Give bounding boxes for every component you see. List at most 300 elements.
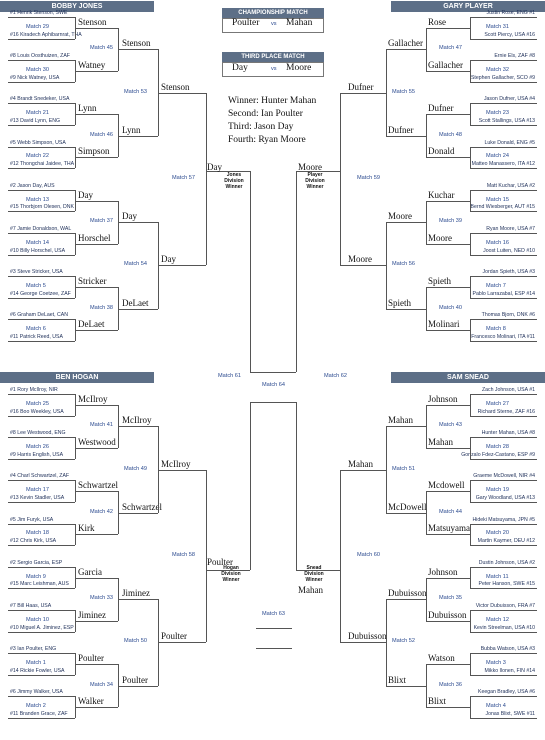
division-winner-name: Mahan bbox=[298, 585, 323, 595]
match-label: Match 49 bbox=[124, 465, 148, 472]
bracket-line bbox=[470, 319, 471, 341]
bracket-line bbox=[470, 233, 537, 234]
bracket-line bbox=[118, 513, 158, 514]
bracket-line bbox=[426, 287, 470, 288]
match-winner-name: McIlroy bbox=[122, 415, 152, 426]
bracket-line bbox=[250, 372, 296, 373]
seed-label-left: #9 Harris English, USA bbox=[10, 451, 64, 458]
bracket-line bbox=[386, 513, 426, 514]
bracket-line bbox=[386, 426, 426, 427]
result-winner: Winner: Hunter Mahan bbox=[228, 96, 317, 106]
match-winner-name: Matsuyama bbox=[428, 523, 470, 534]
match-winner-name: Mcdowell bbox=[428, 480, 465, 491]
match-label: Match 60 bbox=[357, 552, 381, 558]
bracket-line bbox=[470, 233, 471, 255]
bracket-line bbox=[8, 82, 75, 83]
bracket-line bbox=[8, 502, 75, 503]
match-label: Match 61 bbox=[218, 373, 242, 379]
bracket-line bbox=[8, 125, 75, 126]
bracket-line bbox=[75, 491, 118, 492]
seed-label-left: #2 Sergio Garcia, ESP bbox=[10, 559, 63, 566]
bracket-line bbox=[426, 405, 427, 448]
bracket-line bbox=[470, 298, 537, 299]
seed-label-right: Jason Dufner, USA #4 bbox=[483, 96, 535, 103]
match-label: Match 16 bbox=[486, 239, 510, 246]
championship-vs: vs bbox=[271, 21, 277, 27]
bracket-line bbox=[386, 599, 426, 600]
seed-label-right: Richard Sterne, ZAF #16 bbox=[477, 408, 535, 415]
bracket-line bbox=[470, 610, 471, 632]
seed-label-right: Gary Woodland, USA #13 bbox=[475, 495, 535, 501]
seed-label-left: #5 Webb Simpson, USA bbox=[10, 139, 66, 146]
bracket-line bbox=[470, 276, 471, 298]
bracket-line bbox=[470, 147, 471, 169]
seed-label-left: #9 Nick Watney, USA bbox=[10, 74, 60, 81]
bracket-line bbox=[470, 394, 471, 416]
match-label: Match 23 bbox=[486, 110, 510, 117]
bracket-line bbox=[8, 675, 75, 676]
bracket-line bbox=[470, 190, 537, 191]
match-label: Match 18 bbox=[26, 530, 50, 537]
match-label: Match 13 bbox=[26, 196, 50, 203]
bracket-line bbox=[426, 534, 470, 535]
bracket-line bbox=[8, 60, 75, 61]
bracket-line bbox=[8, 437, 75, 438]
match-winner-name: Mahan bbox=[348, 458, 373, 469]
match-label: Match 9 bbox=[26, 573, 46, 580]
bracket-line bbox=[426, 201, 470, 202]
seed-label-left: #10 Miguel A. Jiminez, ESP bbox=[10, 624, 74, 631]
bracket-line bbox=[256, 628, 292, 629]
seed-label-right: Bubba Watson, USA #3 bbox=[480, 646, 535, 653]
result-third: Third: Jason Day bbox=[228, 122, 294, 132]
bracket-line bbox=[75, 201, 118, 202]
bracket-line bbox=[470, 588, 537, 589]
bracket-line bbox=[256, 648, 292, 649]
bracket-line bbox=[470, 125, 537, 126]
bracket-line bbox=[470, 103, 537, 104]
seed-label-right: Dustin Johnson, USA #2 bbox=[478, 559, 535, 566]
match-label: Match 12 bbox=[486, 616, 510, 623]
seed-label-right: Jonas Blixt, SWE #11 bbox=[485, 711, 535, 717]
match-label: Match 45 bbox=[90, 45, 114, 52]
match-label: Match 14 bbox=[26, 239, 50, 246]
seed-label-right: Scott Stallings, USA #13 bbox=[478, 118, 535, 124]
bracket-line bbox=[470, 696, 537, 697]
seed-label-left: #8 Lee Westwood, ENG bbox=[10, 430, 66, 437]
match-label: Match 20 bbox=[486, 530, 510, 537]
seed-label-right: Thomas Bjorn, DNK #6 bbox=[481, 312, 535, 319]
seed-label-left: #6 Jimmy Walker, USA bbox=[10, 689, 63, 696]
match-winner-name: McIlroy bbox=[78, 393, 108, 404]
bracket-line bbox=[250, 402, 251, 570]
bracket-line bbox=[470, 276, 537, 277]
championship-header: CHAMPIONSHIP MATCH bbox=[222, 8, 324, 18]
seed-label-right: Joost Luiten, NED #10 bbox=[483, 247, 535, 254]
bracket-line bbox=[426, 114, 427, 157]
bracket-line bbox=[386, 599, 387, 685]
bracket-line bbox=[426, 244, 470, 245]
bracket-line bbox=[470, 394, 537, 395]
bracket-line bbox=[426, 448, 470, 449]
seed-label-left: #15 Marc Leishman, AUS bbox=[10, 581, 69, 588]
match-label: Match 24 bbox=[486, 153, 510, 160]
championship-left: Poulter bbox=[232, 18, 260, 28]
bracket-line bbox=[75, 287, 118, 288]
match-winner-name: Stenson bbox=[122, 38, 151, 49]
bracket-line bbox=[426, 405, 470, 406]
match-label: Match 59 bbox=[357, 175, 381, 181]
match-label: Match 54 bbox=[124, 261, 148, 268]
match-winner-name: Lynn bbox=[78, 103, 97, 114]
bracket-line bbox=[470, 17, 471, 39]
match-winner-name: Spieth bbox=[388, 297, 412, 308]
match-winner-name: Mahan bbox=[428, 437, 453, 447]
match-label: Match 58 bbox=[172, 552, 196, 558]
match-label: Match 30 bbox=[26, 67, 50, 73]
match-winner-name: Poulter bbox=[161, 631, 187, 642]
match-winner-name: Donald bbox=[428, 146, 455, 157]
match-winner-name: Walker bbox=[78, 696, 104, 707]
match-label: Match 50 bbox=[124, 638, 148, 645]
bracket-line bbox=[426, 707, 470, 708]
match-winner-name: Moore bbox=[348, 254, 372, 265]
bracket-line bbox=[426, 114, 470, 115]
seed-label-right: Graeme McDowell, NIR #4 bbox=[473, 473, 535, 480]
bracket-line bbox=[470, 103, 471, 125]
seed-label-left: #6 Graham DeLaet, CAN bbox=[10, 312, 68, 319]
match-winner-name: Westwood bbox=[78, 437, 116, 447]
bracket-line bbox=[470, 168, 537, 169]
match-winner-name: Day bbox=[161, 254, 176, 265]
match-winner-name: Simpson bbox=[78, 146, 110, 157]
seed-label-right: Justin Rose, ENG #1 bbox=[486, 10, 535, 16]
seed-label-left: #10 Billy Horschel, USA bbox=[10, 247, 66, 254]
bracket-line bbox=[8, 524, 75, 525]
match-winner-name: Dubuisson bbox=[388, 588, 427, 599]
bracket-line bbox=[8, 567, 75, 568]
bracket-line bbox=[426, 71, 470, 72]
bracket-line bbox=[8, 147, 75, 148]
bracket-line bbox=[75, 157, 118, 158]
bracket-line bbox=[8, 480, 75, 481]
match-label: Match 44 bbox=[439, 508, 463, 515]
match-winner-name: Garcia bbox=[78, 566, 102, 577]
seed-label-left: #3 Steve Stricker, USA bbox=[10, 269, 63, 276]
match-winner-name: McDowell bbox=[388, 501, 427, 512]
bracket-line bbox=[75, 244, 118, 245]
match-label: Match 22 bbox=[26, 153, 50, 160]
bracket-line bbox=[8, 459, 75, 460]
bracket-line bbox=[296, 171, 297, 372]
bracket-line bbox=[470, 255, 537, 256]
bracket-line bbox=[206, 470, 207, 643]
bracket-line bbox=[470, 567, 537, 568]
seed-label-left: #14 Rickie Fowler, USA bbox=[10, 667, 65, 674]
match-winner-name: Day bbox=[122, 211, 137, 222]
bracket-line bbox=[8, 653, 75, 654]
match-label: Match 47 bbox=[439, 45, 463, 52]
bracket-line bbox=[470, 60, 537, 61]
division-winner-label: Snead Division Winner bbox=[304, 565, 324, 583]
match-label: Match 38 bbox=[90, 304, 114, 311]
third-place-right: Moore bbox=[286, 63, 312, 73]
match-winner-name: Schwartzel bbox=[78, 480, 118, 491]
seed-label-left: #5 Jim Furyk, USA bbox=[10, 516, 54, 523]
match-label: Match 29 bbox=[26, 23, 50, 30]
match-winner-name: Stenson bbox=[78, 16, 107, 27]
bracket-line bbox=[386, 426, 387, 512]
bracket-line bbox=[158, 642, 206, 643]
match-winner-name: Dufner bbox=[348, 81, 374, 92]
match-winner-name: Kuchar bbox=[428, 189, 455, 200]
bracket-line bbox=[118, 222, 158, 223]
match-winner-name: Johnson bbox=[428, 566, 458, 577]
bracket-line bbox=[118, 309, 158, 310]
bracket-line bbox=[8, 190, 75, 191]
match-label: Match 3 bbox=[486, 660, 506, 666]
match-label: Match 39 bbox=[439, 218, 463, 225]
bracket-line bbox=[8, 168, 75, 169]
match-label: Match 37 bbox=[90, 218, 114, 225]
seed-label-left: #2 Jason Day, AUS bbox=[10, 182, 55, 189]
match-label: Match 10 bbox=[26, 616, 50, 623]
bracket-line bbox=[118, 599, 158, 600]
match-winner-name: Spieth bbox=[428, 276, 452, 286]
match-label: Match 1 bbox=[26, 660, 46, 666]
match-label: Match 31 bbox=[486, 23, 510, 30]
division-winner-label: Hogan Division Winner bbox=[221, 565, 241, 583]
bracket-line bbox=[426, 578, 470, 579]
bracket-line bbox=[470, 147, 537, 148]
match-label: Match 17 bbox=[26, 487, 50, 494]
bracket-line bbox=[426, 664, 470, 665]
bracket-line bbox=[470, 416, 537, 417]
match-label: Match 19 bbox=[486, 487, 510, 494]
match-label: Match 40 bbox=[439, 304, 463, 311]
match-winner-name: Rose bbox=[428, 16, 446, 27]
seed-label-left: #7 Bill Haas, USA bbox=[10, 603, 52, 609]
bracket-line bbox=[470, 319, 537, 320]
seed-label-left: #12 Thongchai Jaidee, THA bbox=[10, 161, 75, 168]
match-label: Match 4 bbox=[486, 703, 506, 710]
match-winner-name: Stricker bbox=[78, 276, 107, 286]
seed-label-right: Hunter Mahan, USA #8 bbox=[481, 430, 535, 437]
match-label: Match 62 bbox=[324, 373, 348, 379]
bracket-line bbox=[8, 276, 75, 277]
seed-label-right: Stephen Gallacher, SCO #9 bbox=[470, 74, 535, 81]
match-label: Match 33 bbox=[90, 595, 114, 602]
result-fourth: Fourth: Ryan Moore bbox=[228, 135, 306, 145]
bracket-line bbox=[386, 222, 387, 308]
bracket-line bbox=[8, 233, 75, 234]
match-label: Match 27 bbox=[486, 400, 510, 407]
bracket-line bbox=[386, 309, 426, 310]
seed-label-left: #3 Ian Poulter, ENG bbox=[10, 646, 57, 653]
match-winner-name: Blixt bbox=[388, 674, 407, 685]
seed-label-left: #11 Patrick Reed, USA bbox=[10, 334, 63, 340]
match-label: Match 63 bbox=[262, 611, 286, 617]
match-label: Match 57 bbox=[172, 175, 196, 181]
match-winner-name: Schwartzel bbox=[122, 501, 162, 512]
bracket-line bbox=[426, 157, 470, 158]
bracket-line bbox=[386, 222, 426, 223]
match-label: Match 15 bbox=[486, 196, 510, 203]
bracket-line bbox=[470, 718, 537, 719]
seed-label-left: #7 Jamie Donaldson, WAL bbox=[10, 226, 72, 232]
match-winner-name: Blixt bbox=[428, 696, 447, 707]
bracket-line bbox=[470, 545, 537, 546]
bracket-line bbox=[75, 621, 118, 622]
bracket-line bbox=[470, 211, 537, 212]
bracket-line bbox=[75, 71, 118, 72]
match-label: Match 48 bbox=[439, 131, 463, 138]
bracket-line bbox=[75, 578, 118, 579]
bracket-line bbox=[8, 39, 75, 40]
seed-label-right: Ryan Moore, USA #7 bbox=[486, 226, 535, 232]
seed-label-left: #1 Henrik Stenson, SWE bbox=[10, 10, 68, 16]
bracket-line bbox=[75, 534, 118, 535]
bracket-line bbox=[8, 588, 75, 589]
seed-label-left: #14 George Coetzee, ZAF bbox=[10, 290, 71, 297]
bracket-line bbox=[426, 491, 470, 492]
bracket-line bbox=[340, 93, 386, 94]
bracket-line bbox=[75, 707, 118, 708]
match-winner-name: Watson bbox=[428, 653, 455, 663]
bracket-line bbox=[426, 491, 427, 534]
bracket-line bbox=[386, 49, 426, 50]
match-winner-name: Stenson bbox=[161, 81, 190, 92]
match-label: Match 56 bbox=[392, 261, 416, 268]
match-label: Match 43 bbox=[439, 422, 463, 429]
bracket-line bbox=[470, 696, 471, 718]
match-winner-name: Horschel bbox=[78, 232, 111, 243]
bracket-line bbox=[158, 93, 206, 94]
match-winner-name: Lynn bbox=[122, 124, 141, 135]
bracket-line bbox=[470, 39, 537, 40]
region-header-gary-player: GARY PLAYER bbox=[391, 1, 545, 12]
division-winner-label: Player Division Winner bbox=[305, 172, 325, 190]
match-label: Match 32 bbox=[486, 67, 510, 73]
seed-label-left: #8 Louis Oosthuizen, ZAF bbox=[10, 53, 70, 60]
bracket-line bbox=[470, 480, 471, 502]
bracket-line bbox=[426, 664, 427, 707]
match-label: Match 6 bbox=[26, 326, 46, 333]
bracket-line bbox=[118, 49, 158, 50]
bracket-line bbox=[8, 696, 75, 697]
match-winner-name: Moore bbox=[428, 232, 452, 243]
seed-label-right: Martin Kaymer, DEU #12 bbox=[477, 538, 535, 545]
match-label: Match 2 bbox=[26, 703, 46, 710]
match-label: Match 21 bbox=[26, 110, 50, 117]
bracket-line bbox=[340, 642, 386, 643]
bracket-line bbox=[470, 502, 537, 503]
seed-label-right: Gonzalo Fdez-Castano, ESP #9 bbox=[461, 451, 535, 458]
bracket-line bbox=[8, 319, 75, 320]
bracket-line bbox=[426, 621, 470, 622]
match-label: Match 25 bbox=[26, 400, 50, 407]
bracket-line bbox=[8, 255, 75, 256]
match-winner-name: Watney bbox=[78, 60, 106, 70]
seed-label-right: Victor Dubuisson, FRA #7 bbox=[475, 603, 535, 609]
bracket-line bbox=[8, 545, 75, 546]
match-winner-name: Dubuisson bbox=[428, 609, 467, 620]
bracket-line bbox=[470, 610, 537, 611]
seed-label-right: Mikko Ilonen, FIN #14 bbox=[484, 667, 535, 674]
division-winner-name: Moore bbox=[298, 162, 322, 172]
bracket-line bbox=[386, 49, 387, 135]
bracket-line bbox=[75, 114, 118, 115]
seed-label-left: #4 Charl Schwartzel, ZAF bbox=[10, 473, 70, 480]
bracket-line bbox=[426, 578, 427, 621]
match-winner-name: Dubuisson bbox=[348, 631, 387, 642]
bracket-line bbox=[426, 287, 427, 330]
match-winner-name: Mahan bbox=[388, 415, 413, 426]
seed-label-right: Pablo Larrazabal, ESP #14 bbox=[472, 290, 535, 297]
bracket-line bbox=[340, 470, 386, 471]
bracket-line bbox=[250, 171, 251, 372]
match-label: Match 36 bbox=[439, 681, 463, 688]
bracket-line bbox=[470, 82, 537, 83]
match-label: Match 55 bbox=[392, 88, 416, 95]
match-winner-name: Poulter bbox=[122, 674, 148, 685]
seed-label-right: Scott Piercy, USA #16 bbox=[484, 31, 535, 38]
seed-label-left: #12 Chris Kirk, USA bbox=[10, 538, 57, 545]
seed-label-right: Peter Hanson, SWE #15 bbox=[478, 581, 535, 588]
match-winner-name: Gallacher bbox=[388, 38, 423, 49]
bracket-line bbox=[386, 136, 426, 137]
bracket-line bbox=[470, 437, 537, 438]
seed-label-left: #11 Branden Grace, ZAF bbox=[10, 711, 68, 717]
seed-label-left: #15 Thorbjorn Olesen, DNK bbox=[10, 204, 74, 211]
seed-label-right: Luke Donald, ENG #5 bbox=[484, 139, 535, 146]
match-label: Match 64 bbox=[262, 382, 286, 388]
championship-right: Mahan bbox=[286, 18, 313, 28]
region-header-sam-snead: SAM SNEAD bbox=[391, 372, 545, 383]
region-header-bobby-jones: BOBBY JONES bbox=[0, 1, 154, 12]
bracket-line bbox=[340, 265, 386, 266]
seed-label-right: Francesco Molinari, ITA #11 bbox=[471, 334, 535, 340]
bracket-line bbox=[296, 402, 297, 570]
bracket-line bbox=[340, 93, 341, 266]
bracket-line bbox=[340, 470, 341, 643]
seed-label-right: Hideki Matsuyama, JPN #5 bbox=[472, 516, 535, 523]
bracket-line bbox=[470, 459, 537, 460]
match-label: Match 46 bbox=[90, 131, 114, 138]
bracket-line bbox=[8, 394, 75, 395]
bracket-line bbox=[470, 341, 537, 342]
match-label: Match 41 bbox=[90, 422, 114, 429]
third-place-header: THIRD PLACE MATCH bbox=[222, 52, 324, 62]
match-winner-name: Poulter bbox=[78, 653, 104, 663]
seed-label-left: #13 Kevin Stadler, USA bbox=[10, 495, 65, 501]
bracket-line bbox=[250, 402, 296, 403]
seed-label-left: #13 David Lynn, ENG bbox=[10, 118, 60, 124]
seed-label-right: Kevin Streelman, USA #10 bbox=[473, 624, 535, 631]
bracket-line bbox=[8, 211, 75, 212]
seed-label-left: #1 Rory McIlroy, NIR bbox=[10, 387, 58, 393]
bracket-line bbox=[470, 524, 471, 546]
bracket-line bbox=[8, 416, 75, 417]
division-winner-name: Day bbox=[207, 162, 222, 172]
match-winner-name: Dufner bbox=[428, 103, 454, 114]
match-label: Match 7 bbox=[486, 283, 506, 289]
match-label: Match 42 bbox=[90, 508, 114, 515]
seed-label-left: #16 Kiradech Aphibarnrat, THA bbox=[10, 31, 82, 38]
result-second: Second: Ian Poulter bbox=[228, 109, 303, 119]
bracket-line bbox=[426, 28, 427, 71]
region-header-ben-hogan: BEN HOGAN bbox=[0, 372, 154, 383]
